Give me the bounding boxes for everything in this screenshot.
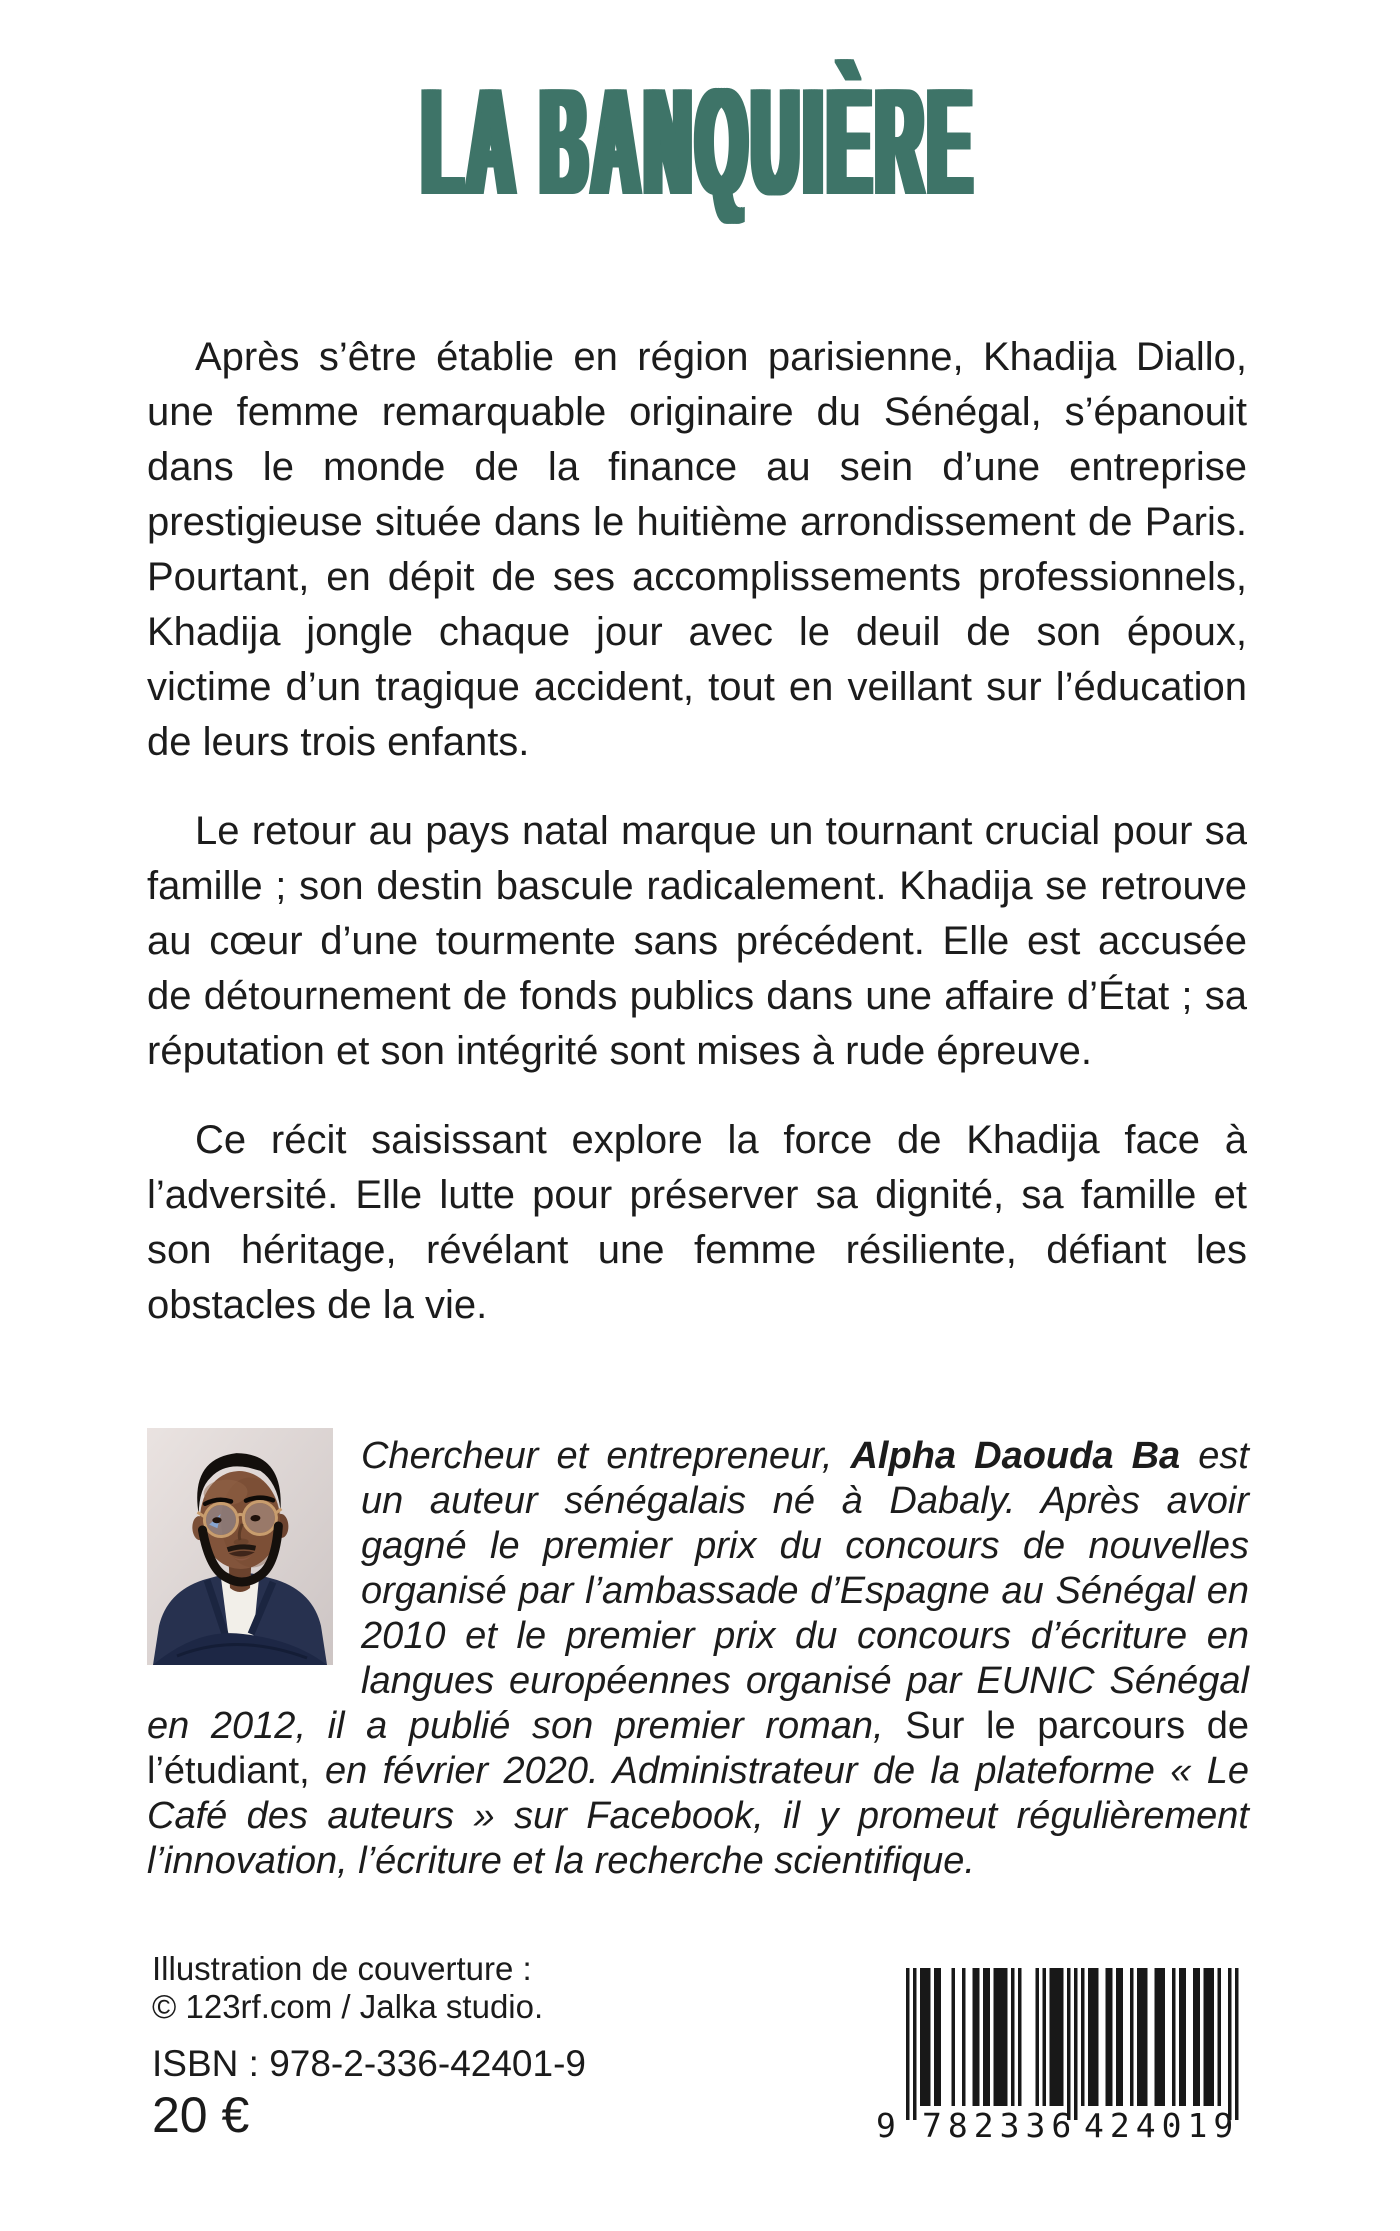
- ean13-barcode: [876, 1968, 1246, 2145]
- author-photo: [147, 1428, 333, 1665]
- barcode-digits-left: 782336: [922, 2106, 1078, 2145]
- bio-tail: en février 2020. Administrateur de la plateforme « Le Café des auteurs » sur Facebook, il y promeut régulièrement l’innovation, l’écriture et la recherche scientifique.: [147, 1750, 1249, 1882]
- bio-author-name: Alpha Daouda Ba: [850, 1435, 1181, 1477]
- bio-middle: est un auteur sénégalais né à Dabaly. Après avoir gagné le premier prix du concours de nouvelles organisé par l’ambassade d’Espagne au Sénégal en 2010 et le premier prix du concours d’écriture en langues européennes organisé par EUNIC Sénégal en 2012, il a publié son premier roman,: [147, 1435, 1249, 1747]
- barcode-digit-first: 9: [876, 2106, 896, 2145]
- page-title-text: LA BANQUIÈRE: [422, 57, 978, 227]
- synopsis-paragraph-1: Après s’être établie en région parisienne, Khadija Diallo, une femme remarquable originaire du Sénégal, s’épanouit dans le monde de la finance au sein d’une entreprise prestigieuse située dans le huitième arrondissement de Paris. Pourtant, en dépit de ses accomplissements professionnels, Khadija jongle chaque jour avec le deuil de son époux, victime d’un tragique accident, tout en veillant sur l’éducation de leurs trois enfants.: [147, 335, 1247, 764]
- price: 20 €: [152, 2087, 250, 2143]
- synopsis: [147, 330, 1247, 1367]
- author-portrait-illustration: [147, 1428, 333, 1665]
- bio-book-title: Sur le parcours de l’étudiant,: [147, 1705, 1249, 1792]
- page-title: [0, 57, 1400, 227]
- synopsis-paragraph-2: Le retour au pays natal marque un tournant crucial pour sa famille ; son destin bascule radicalement. Khadija se retrouve au cœur d’une tourmente sans précédent. Elle est accusée de détournement de fonds publics dans une affaire d’État ; sa réputation et son intégrité sont mises à rude épreuve.: [147, 809, 1247, 1073]
- bio-lead: Chercheur et entrepreneur,: [361, 1435, 851, 1477]
- cover-illustration-credit: [152, 1950, 543, 2026]
- author-bio: [147, 1434, 1249, 1884]
- synopsis-paragraph-3: Ce récit saisissant explore la force de Khadija face à l’adversité. Elle lutte pour préserver sa dignité, sa famille et son héritage, révélant une femme résiliente, défiant les obstacles de la vie.: [147, 1118, 1247, 1327]
- barcode-digits-right: 424019: [1084, 2106, 1240, 2145]
- credit-line-2: © 123rf.com / Jalka studio.: [152, 1988, 544, 2025]
- barcode-bars: [906, 1968, 1239, 2120]
- isbn: ISBN : 978-2-336-42401-9: [152, 2043, 586, 2084]
- credit-line-1: Illustration de couverture :: [152, 1950, 532, 1987]
